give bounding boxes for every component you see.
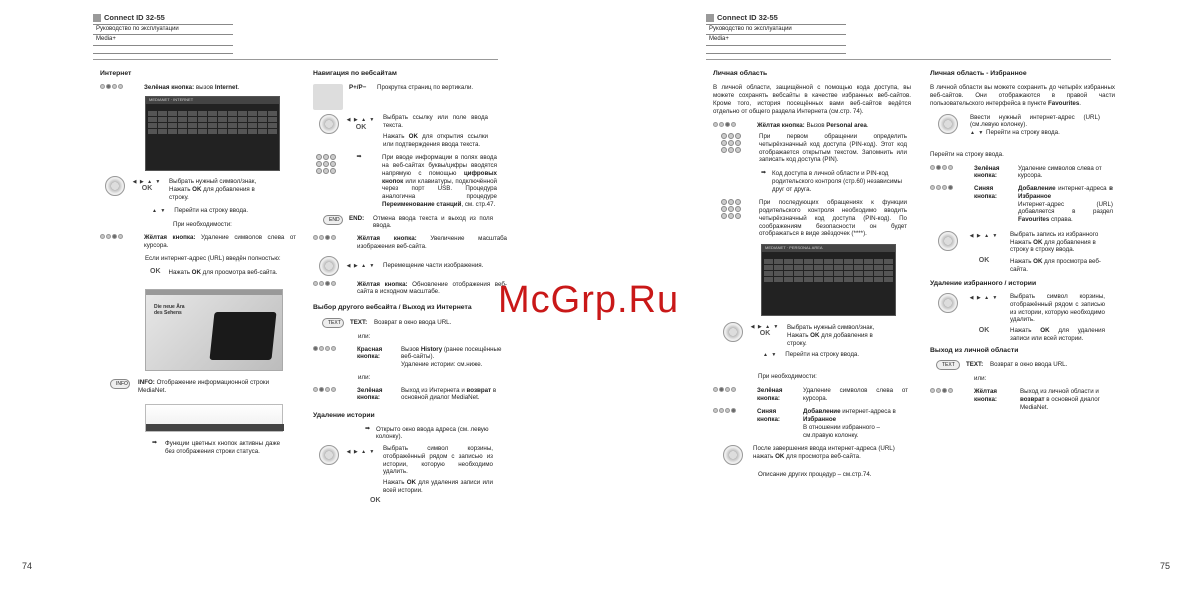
remote-dpad-icon	[319, 256, 339, 276]
yellow-exit-1: Выход из личной области и	[1020, 388, 1099, 396]
press-label: Нажать	[1010, 327, 1032, 335]
section-title: Личная область	[713, 70, 768, 77]
or-1: или:	[974, 375, 987, 383]
info-text: Отображение информационной строки MediaNet.	[138, 378, 270, 394]
yellow-exit-2: в основной диалог MediaNet.	[1020, 395, 1100, 411]
press-ok-delete: для удаления записи или всей истории.	[383, 479, 493, 494]
url-entered: Если интернет-адрес (URL) введён полностью:	[145, 255, 281, 263]
select-link: Выбрать ссылку или поле ввода текста.	[383, 114, 488, 130]
color-buttons-icon	[713, 408, 753, 413]
green-exit-1: Выход из Интернета и	[401, 386, 465, 394]
header-line1: Руководство по эксплуатации	[93, 25, 233, 36]
text-label: TEXT:	[966, 361, 984, 369]
intro-1: В личной области вы можете сохранить до четырёх избранных веб-сайтов. Они отображаются в правой части пользовательского интерфейса в пункте	[930, 84, 1115, 107]
input-note: При вводе информации в полях ввода на веб-сайтах буквы/цифры вводятся напрямую с помощью	[382, 154, 497, 177]
numpad-icon	[721, 199, 741, 219]
remote-dpad-icon	[105, 176, 125, 196]
blue-text-2: Интернет-адрес (URL) добавляется в раздел	[1018, 200, 1113, 216]
or-2: или:	[358, 373, 371, 381]
arrow-keys-icon: ◀ ▶ ▲ ▼	[346, 449, 376, 456]
arrow-bullet-icon: ➡	[761, 170, 767, 177]
remote-dpad-icon	[938, 231, 958, 251]
yellow-text: Вызов	[806, 122, 825, 130]
enter-url: Ввести нужный интернет-адрес (URL) (см.левую колонку).	[970, 113, 1100, 129]
red-text-1: Вызов	[401, 345, 420, 353]
intro: В личной области, защищённой с помощью кода доступа, вы можете сохранять вебсайты в качестве избранных веб-сайтов. Кроме того, история посещённых вами веб-сайтов ведётся отдельно от общего раздела Интернета (см.стр. 74).	[713, 84, 911, 115]
ok-word: OK	[408, 132, 418, 140]
promo-line2: des Sehens	[154, 309, 182, 316]
blue-text-1: интернет-адреса в	[842, 408, 896, 416]
col4: Личная область - Избранное В личной области вы можете сохранить до четырёх избранных веб-сайтов. Они отображаются в правой части пользовательского интерфейса в пункте Favourites. Ввести нужный интернет-адрес (URL) (см.левую колонку). ▲ ▼ Перейти на строку ввода. Перейти на строку ввода. Зелёная кнопка: Удаление символов слева от курсора. Синяя кнопка: Добавление интернет-адреса в Избранное Интернет-адрес (URL) добавляется в раздел Favourites справа. ◀ ▶ ▲ ▼ OK Выбрать запись из избранного Нажать OK для добавления в строку в строку ввода. Нажать OK для просмотра веб-сайта. Удаление избранного / истории ◀ ▶ ▲ ▼ OK Выбрать символ корзины, отображённый рядом с записью из истории, которую необходимо удалить. Нажать OK для удаления записи или всей истории. Выход из личной области TEXT TEXT: Возврат в окно ввода URL. или: Жёлтая кнопка: Выход из личной области и возврат в основной диалог MediaNet.	[930, 70, 1115, 411]
arrow-keys-icon: ◀ ▶ ▲ ▼	[750, 324, 780, 331]
green-exit-bold: возврат	[466, 386, 492, 394]
green-label: Зелёная кнопка:	[974, 164, 1000, 180]
green-label: Зелёная кнопка:	[144, 84, 195, 92]
arrow-keys-icon: ◀ ▶ ▲ ▼	[346, 262, 376, 269]
header-line1: Руководство по эксплуатации	[706, 25, 846, 36]
later-access: При последующих обращениях к функции родительского контроля необходимо вводить четырёхзначный код доступа (PIN-код). По соображениям безопасности он будет отображаться в виде звёздочек (****).	[759, 199, 907, 238]
input-note-3: Процедура аналогична процедуре	[382, 185, 497, 201]
red-label: Красная кнопка:	[357, 345, 383, 361]
move-parts: Перемещение части изображения.	[383, 261, 484, 269]
press-label: Нажать	[1010, 238, 1032, 246]
green-text: вызов	[195, 84, 214, 92]
blue-label: Синяя кнопка:	[757, 408, 780, 424]
blue-text-2: В отношении избранного – см.правую колонку.	[803, 423, 880, 439]
press-label: Нажать	[787, 331, 809, 339]
section-title-2: Выбор другого вебсайта / Выход из Интернета	[313, 304, 472, 312]
header-square-icon	[706, 14, 714, 22]
end-button-icon: END	[323, 215, 343, 225]
ok-word: OK	[191, 268, 201, 276]
scroll-text: Прокрутка страниц по вертикали.	[377, 84, 474, 92]
red-text-3: Удаление истории: см.ниже.	[401, 361, 483, 369]
ok-word: OK	[1033, 238, 1043, 246]
remote-dpad-icon	[319, 445, 339, 465]
section-title-3: Выход из личной области	[930, 346, 1019, 354]
press-ok-delete: для удаления записи или всей истории.	[1010, 327, 1105, 342]
press-label: Нажать	[169, 185, 191, 193]
yellow-label: Жёлтая кнопка:	[357, 235, 417, 243]
yellow-exit-bold: возврат	[1020, 395, 1045, 403]
yellow-label: Жёлтая кнопка:	[357, 280, 408, 288]
remote-dpad-icon	[938, 293, 958, 313]
select-text: Выбрать нужный символ/знак,	[169, 178, 257, 186]
tv-image	[209, 312, 276, 360]
green-text: Удаление символов слева от курсора.	[1018, 164, 1102, 180]
press-label: Нажать	[383, 479, 405, 487]
red-bold: History	[420, 345, 443, 353]
text-label: TEXT:	[350, 318, 368, 326]
numpad-icon	[316, 154, 336, 174]
up-down-icon: ▲ ▼	[152, 208, 167, 215]
arrow-keys-icon: ◀ ▶ ▲ ▼	[969, 232, 999, 239]
section-title: Интернет	[100, 70, 132, 77]
screen-title: MEDIANET · PERSONAL AREA	[762, 245, 895, 252]
ok-icon: OK	[355, 123, 367, 131]
yellow-label: Жёлтая кнопка:	[144, 233, 196, 241]
ok-icon: OK	[978, 257, 990, 265]
p-label: P+/P−	[349, 84, 367, 92]
color-buttons-icon	[313, 387, 353, 392]
input-note-2: или клавиатуры, подключённой через порт USB.	[382, 177, 497, 193]
promo-line1: Die neue Ära	[154, 303, 185, 310]
view-site: для просмотра веб-сайта.	[1010, 258, 1101, 273]
end-text: Отмена ввода текста и выход из поля ввода.	[373, 214, 493, 230]
right-top-rule	[706, 59, 1111, 60]
first-access: При первом обращении определить четырёхзначный код доступа (PIN-код). Этот код отображается открытым текстом. Запомнить или записать код доступа (PIN).	[759, 133, 907, 164]
yellow-text: Удаление символов слева от курсора.	[144, 233, 296, 249]
arrow-keys-icon: ◀ ▶ ▲ ▼	[346, 117, 376, 124]
header-line3	[93, 46, 233, 54]
color-buttons-icon	[100, 84, 140, 89]
info-button-icon: INFO	[110, 379, 130, 389]
yellow-bold: Personal area	[826, 122, 867, 130]
goto-line: Перейти на строку ввода.	[785, 351, 860, 359]
blue-bold: Добавление	[1018, 185, 1056, 193]
press-ok-link: для открытия ссылки или подтверждения ввода текста.	[383, 132, 488, 148]
numpad-icon	[721, 133, 741, 153]
header-square-icon	[93, 14, 101, 22]
blue-label: Синяя кнопка:	[974, 185, 997, 200]
color-buttons-icon	[313, 235, 353, 240]
remote-dpad-icon	[723, 445, 743, 465]
ok-word: OK	[1033, 258, 1043, 266]
ok-icon: OK	[141, 185, 153, 193]
or-1: или:	[358, 332, 371, 340]
yellow-refresh: Обновление отображения веб-сайта в исходном масштабе.	[357, 280, 507, 296]
personal-area-screen	[761, 244, 896, 316]
left-top-rule	[93, 59, 498, 60]
add-text: для добавления в строку.	[169, 185, 255, 201]
col1: Интернет Зелёная кнопка: вызов Internet. MEDIANET · INTERNET ◀ ▶ ▲ ▼ OK Выбрать нужный символ/знак, Нажать OK для добавления в строку. ▲ ▼ Перейти на строку ввода. При необходимости: Жёлтая кнопка: Удаление символов слева от курсора. Если интернет-адрес (URL) введён полностью: OK Нажать OK для просмотра веб-сайта. Die neue Ära des Sehens INFO INFO: Отображение информационной строки MediaNet. ➡ Функции цветных кнопок активны даже без отображения строки статуса.	[100, 70, 296, 456]
section-title: Личная область - Избранное	[930, 70, 1027, 77]
ok-word: OK	[1040, 327, 1050, 335]
red-text-2: (ранее посещённые веб-сайты).	[401, 345, 502, 361]
section-title-3: Удаление истории	[313, 412, 375, 420]
select-bin: Выбрать символ корзины, отображённый рядом с записью из истории, которую необходимо удалить.	[1010, 293, 1105, 324]
end-label: END:	[349, 214, 365, 222]
header-line3	[706, 46, 846, 54]
view-site-text: для просмотра веб-сайта.	[202, 268, 278, 276]
ok-icon: OK	[150, 268, 161, 276]
up-down-icon: ▲ ▼	[763, 352, 778, 359]
arrow-bullet-icon: ➡	[152, 440, 158, 447]
ok-icon: OK	[370, 496, 381, 504]
arrow-keys-icon: ◀ ▶ ▲ ▼	[969, 295, 999, 302]
color-note: Функции цветных кнопок активны даже без отображения строки статуса.	[165, 440, 281, 456]
if-needed: При необходимости:	[758, 373, 817, 381]
color-buttons-icon	[100, 234, 140, 239]
ok-word: OK	[192, 185, 202, 193]
watermark: McGrp.Ru	[498, 279, 680, 321]
text-back: Возврат в окно ввода URL.	[990, 361, 1068, 369]
color-buttons-icon	[930, 388, 970, 393]
green-text: Удаление символов слева от курсора.	[803, 386, 908, 402]
ok-word: OK	[810, 331, 820, 339]
header-title: Connect ID 32-55	[717, 13, 778, 22]
green-bold: Internet	[214, 84, 238, 92]
after-input-2: для просмотра веб-сайта.	[786, 453, 861, 461]
medianet-bar-screen	[145, 404, 283, 432]
color-buttons-icon	[930, 185, 970, 190]
remote-image-icon	[313, 84, 343, 110]
intro-bold: Favourites	[1048, 99, 1080, 107]
add-text: для добавления в строку.	[787, 331, 873, 347]
up-down-icon: ▲ ▼	[970, 130, 985, 137]
color-buttons-icon	[930, 165, 970, 170]
blue-text-3: справа.	[1051, 216, 1073, 224]
page-number-right: 75	[1160, 561, 1171, 571]
green-label: Зелёная кнопка:	[357, 386, 383, 402]
input-note-4: , см. стр.47.	[461, 200, 496, 208]
website-photo	[145, 289, 283, 371]
press-label: Нажать	[383, 132, 405, 140]
blue-bold: Добавление	[803, 408, 841, 416]
remote-dpad-icon	[938, 114, 958, 134]
goto-line-2: Перейти на строку ввода.	[930, 150, 1004, 158]
info-label: INFO:	[138, 378, 155, 386]
color-buttons-icon	[713, 122, 753, 127]
green-exit-2: в основной диалог MediaNet.	[401, 386, 497, 402]
arrow-bullet-icon: ➡	[365, 425, 371, 432]
remote-dpad-icon	[319, 114, 339, 134]
input-note-bold2: Переименование станций	[382, 200, 462, 208]
add-text: для добавления в строку в строку ввода.	[1010, 238, 1096, 254]
internet-screen	[145, 96, 280, 171]
other-proc: Описание других процедур – см.стр.74.	[758, 471, 872, 479]
arrow-keys-icon: ◀ ▶ ▲ ▼	[132, 179, 162, 186]
blue-bold2: в Избранное	[1018, 185, 1113, 200]
select-fav: Выбрать запись из избранного	[1010, 230, 1099, 238]
open-url: Открыто окно ввода адреса (см. левую колонку).	[376, 425, 489, 441]
goto-line: Перейти на строку ввода.	[174, 207, 249, 215]
goto-line: Перейти на строку ввода.	[986, 129, 1060, 137]
ok-word: OK	[775, 453, 785, 461]
blue-text-1: интернет-адреса	[1058, 185, 1107, 193]
input-note-bold: цифровых кнопок	[382, 169, 497, 185]
blue-bold3: Favourites	[1018, 216, 1050, 224]
after-input: После завершения ввода интернет-адреса (URL) нажать	[753, 445, 895, 461]
color-buttons-icon	[313, 346, 353, 351]
color-buttons-icon	[313, 281, 353, 286]
text-back: Возврат в окно ввода URL.	[374, 318, 452, 326]
page-number-left: 74	[22, 561, 33, 571]
text-button-icon: TEXT	[322, 318, 344, 328]
green-label: Зелёная кнопка:	[757, 386, 783, 402]
select-bin: Выбрать символ корзины, отображённый рядом с записью из истории, которую необходимо удалить.	[383, 445, 493, 476]
press-label: Нажать	[168, 268, 190, 276]
press-label: Нажать	[1010, 258, 1032, 266]
if-needed: При необходимости:	[173, 221, 232, 229]
ok-word: OK	[406, 479, 416, 487]
section-title-2: Удаление избранного / истории	[930, 279, 1037, 287]
ok-icon: OK	[759, 330, 771, 338]
select-text: Выбрать нужный символ/знак,	[787, 324, 875, 332]
header-line2: Media+	[706, 35, 846, 46]
browser-bar	[146, 290, 283, 295]
yellow-zoom: Увеличение масштаба изображения веб-сайта.	[357, 235, 507, 250]
screen-title: MEDIANET · INTERNET	[146, 97, 279, 104]
section-title: Навигация по вебсайтам	[313, 70, 397, 77]
col2	[313, 70, 511, 505]
ok-icon: OK	[978, 327, 990, 335]
yellow-label: Жёлтая кнопка:	[757, 122, 805, 130]
header-title: Connect ID 32-55	[104, 13, 165, 22]
keyboard-grid	[146, 109, 279, 136]
color-buttons-icon	[713, 387, 753, 392]
yellow-label: Жёлтая кнопка:	[974, 388, 998, 403]
text-button-icon: TEXT	[936, 360, 960, 370]
header-right	[706, 13, 846, 54]
remote-dpad-icon	[723, 322, 743, 342]
header-left	[93, 13, 233, 54]
blue-bold2: Избранное	[803, 416, 837, 424]
header-line2: Media+	[93, 35, 233, 46]
arrow-bullet-icon: ➡	[356, 154, 362, 161]
col3: Личная область В личной области, защищённой с помощью кода доступа, вы можете сохранять вебсайты в качестве избранных веб-сайтов. Кроме того, история посещённых вами веб-сайтов ведётся отдельно от общего раздела Интернета (см.стр. 74). Жёлтая кнопка: Вызов Personal area. При первом обращении определить четырёхзначный код доступа (PIN-код). Этот код отображается открытым текстом. Запомнить или записать код доступа (PIN). ➡ Код доступа в личной области и PIN-код родительского контроля (стр.60) независимы друг от друга. При последующих обращениях к функции родительского контроля необходимо вводить четырёхзначный код доступа (PIN-код). По соображениям безопасности он будет отображаться в виде звёздочек (****). MEDIANET · PERSONAL AREA ◀ ▶ ▲ ▼ OK Выбрать нужный символ/знак, Нажать OK для добавления в строку. ▲ ▼ Перейти на строку ввода. При необходимости: Зелёная кнопка: Удаление символов слева от курсора. Синяя кнопка: Добавление интернет-адреса в Избранное В отношении избранного – см.правую колонку. После завершения ввода интернет-адреса (URL) нажать OK для просмотра веб-сайта. Описание других процедур – см.стр.74.	[713, 70, 911, 479]
pin-note: Код доступа в личной области и PIN-код родительского контроля (стр.60) независимы друг от друга.	[772, 170, 902, 193]
keyboard-grid	[762, 257, 895, 284]
